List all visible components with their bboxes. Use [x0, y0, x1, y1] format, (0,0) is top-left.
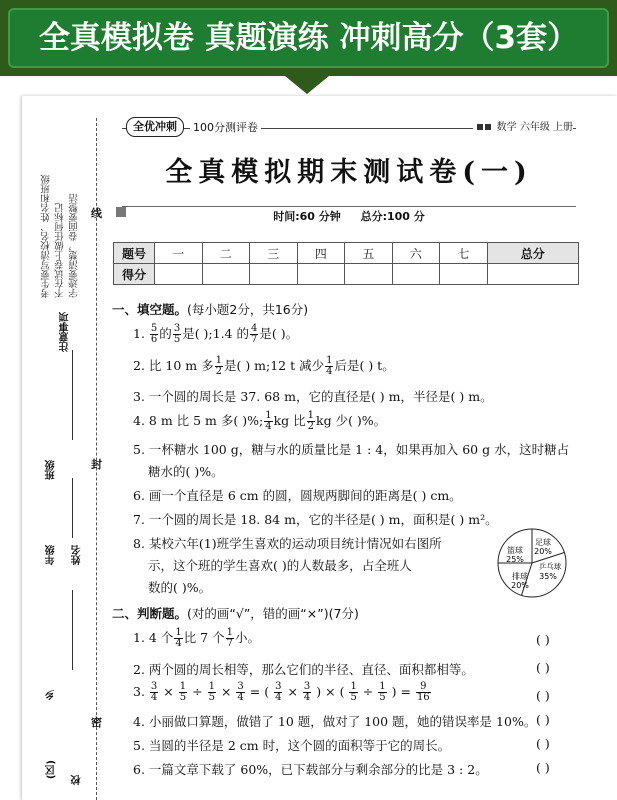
label-paiqiu: 排球 — [512, 572, 528, 581]
score-input-cell[interactable] — [345, 264, 393, 285]
question-2-3 — [133, 682, 432, 703]
bind-char-xian: 线 — [91, 207, 102, 220]
q-text: 的 — [159, 326, 172, 341]
q-text: 4. 8 m 比 5 m 多( )%; — [133, 413, 264, 428]
question-1-3: 3. 一个圆的周长是 37. 68 m，它的直径是( ) m，半径是( ) m。 — [133, 389, 493, 404]
question-2-2: 2. 两个圆的周长相等，那么它们的半径、直径、面积都相等。 — [133, 662, 474, 677]
answer-paren[interactable]: ( ) — [536, 712, 550, 727]
table-cell: 总分 — [487, 243, 578, 264]
q-text: 2. 比 10 m 多 — [133, 358, 214, 373]
table-cell: 得分 — [114, 264, 155, 285]
label-lanqiu: 篮球 — [507, 546, 523, 555]
fraction — [215, 356, 223, 377]
q-text: = ( — [249, 684, 270, 699]
table-cell: 三 — [250, 243, 298, 264]
brand — [126, 117, 261, 137]
denominator: 4 — [303, 692, 311, 703]
banner-arrow — [285, 76, 329, 94]
denominator: 5 — [350, 692, 357, 703]
table-cell: 四 — [297, 243, 345, 264]
banner-title: 全真模拟卷 真题演练 冲刺高分（3套） — [38, 20, 579, 56]
q-text: 是( ) m;12 t 减少 — [223, 358, 325, 373]
numerator: 1 — [226, 627, 233, 638]
denominator: 6 — [150, 334, 158, 345]
question-1-1 — [133, 324, 298, 345]
question-1-8-line3: 数的( )%。 — [148, 580, 212, 595]
section-title: 二、判断题。 — [112, 606, 188, 621]
denominator: 4 — [175, 638, 182, 649]
banner-panel — [8, 8, 609, 68]
answer-paren[interactable]: ( ) — [536, 736, 550, 751]
score-table-header-row — [114, 243, 579, 264]
fraction — [303, 682, 311, 703]
question-1-5-line2: 糖水的( )%。 — [148, 464, 224, 479]
question-1-8-line1: 8. 某校六年(1)班学生喜欢的运动项目统计情况如右图所 — [133, 536, 442, 551]
score-input-cell[interactable] — [202, 264, 250, 285]
question-2-5: 5. 当圆的半径是 2 cm 时，这个圆的面积等于它的周长。 — [133, 738, 451, 753]
grade-square-icon — [485, 124, 491, 130]
field-line-class — [72, 350, 73, 440]
score-input-cell[interactable] — [155, 264, 203, 285]
q-text: 比 7 个 — [183, 630, 225, 645]
numerator: 3 — [237, 681, 244, 692]
q-text: 1. 4 个 — [133, 630, 174, 645]
table-cell: 七 — [440, 243, 488, 264]
q-text: kg 比 — [273, 413, 306, 428]
label-paiqiu-pct: 20% — [511, 581, 529, 590]
denominator: 16 — [416, 692, 430, 703]
label-zuqiu: 足球 — [535, 538, 551, 547]
notice-body: 考生要写清校名、姓名和班级 不在试卷上做任何标记 字迹要清楚，卷面要整洁 — [41, 174, 80, 298]
numerator: 3 — [150, 681, 158, 692]
numerator: 1 — [265, 410, 272, 421]
name-label: 姓名 — [72, 545, 83, 565]
denominator: 4 — [237, 692, 244, 703]
notice-label: 注意事项 — [60, 312, 71, 352]
q-text: ) = — [391, 684, 411, 699]
numerator: 4 — [250, 323, 258, 334]
answer-paren[interactable]: ( ) — [536, 660, 550, 675]
fraction — [250, 324, 258, 345]
fraction — [173, 324, 181, 345]
section-note: (每小题2分，共16分) — [187, 302, 309, 317]
section-note: (对的画“√”，错的画“×”)(7分) — [187, 606, 359, 621]
field-line-name — [72, 478, 73, 538]
township-label: 乡 — [46, 690, 57, 700]
denominator: 4 — [150, 692, 158, 703]
denominator: 2 — [215, 366, 222, 377]
answer-paren[interactable]: ( ) — [536, 632, 550, 647]
denominator: 5 — [208, 692, 215, 703]
fraction — [349, 682, 357, 703]
table-cell: 一 — [155, 243, 203, 264]
table-cell: 六 — [392, 243, 440, 264]
score-input-cell[interactable] — [297, 264, 345, 285]
district-label: (区) — [46, 760, 57, 780]
q-text: kg 少( )%。 — [316, 413, 387, 428]
q-text: 是( );1.4 的 — [182, 326, 249, 341]
question-1-4 — [133, 411, 386, 432]
fraction — [150, 324, 158, 345]
score-input-cell[interactable] — [487, 264, 578, 285]
numerator: 5 — [150, 323, 158, 334]
question-1-2 — [133, 356, 395, 377]
numerator: 3 — [275, 681, 282, 692]
question-1-5-line1: 5. 一杯糖水 100 g，糖与水的质量比是 1 : 4，如果再加入 60 g 水，这时糖占 — [133, 442, 570, 457]
numerator: 1 — [175, 627, 182, 638]
grade-text: 数学 六年级 上册 — [496, 122, 573, 133]
fraction — [179, 682, 187, 703]
q-text: 小。 — [234, 630, 260, 645]
fraction — [307, 411, 315, 432]
q-text: ) × ( — [316, 684, 345, 699]
question-1-8-line2: 示，这个班的学生喜欢( )的人数最多，占全班人 — [148, 558, 412, 573]
fraction — [150, 682, 158, 703]
q-text: 后是( ) t。 — [334, 358, 395, 373]
question-2-4: 4. 小丽做口算题，做错了 10 题，做对了 100 题，她的错误率是 10%。 — [133, 714, 537, 729]
denominator: 4 — [265, 421, 272, 432]
question-2-6: 6. 一篇文章下载了 60%，已下载部分与剩余部分的比是 3 : 2。 — [133, 762, 488, 777]
numerator: 1 — [326, 355, 333, 366]
time-limit: 时间:60 分钟 — [273, 210, 341, 223]
grade-label: 年级 — [46, 545, 57, 565]
numerator: 1 — [208, 681, 215, 692]
denominator: 7 — [226, 638, 233, 649]
score-input-cell[interactable] — [440, 264, 488, 285]
time-score-info — [122, 208, 576, 224]
school-label: 校 — [72, 775, 83, 785]
notice-text — [40, 118, 95, 298]
sports-pie-chart — [496, 527, 568, 599]
numerator: 1 — [307, 410, 315, 421]
label-zuqiu-pct: 20% — [534, 547, 552, 556]
fraction — [236, 682, 244, 703]
denominator: 7 — [250, 334, 258, 345]
total-score: 总分:100 分 — [360, 210, 425, 223]
fraction — [416, 682, 431, 703]
fraction — [325, 356, 333, 377]
brand-subtitle: 100分测评卷 — [190, 119, 261, 135]
q-text: × — [163, 684, 174, 699]
fraction — [208, 682, 216, 703]
q-text: ÷ — [192, 684, 203, 699]
numerator: 9 — [416, 682, 431, 693]
brand-name: 全优冲刺 — [126, 117, 184, 137]
score-table — [113, 242, 579, 285]
score-table-score-row — [114, 264, 579, 285]
table-cell: 二 — [202, 243, 250, 264]
grade-square-icon — [477, 124, 483, 130]
fraction — [174, 628, 182, 649]
fraction — [378, 682, 386, 703]
bind-char-feng: 封 — [91, 458, 102, 471]
table-cell: 五 — [345, 243, 393, 264]
promo-banner — [0, 0, 617, 76]
fraction — [264, 411, 272, 432]
numerator: 1 — [350, 681, 357, 692]
section-title: 一、填空题。 — [112, 302, 188, 317]
numerator: 3 — [303, 681, 311, 692]
answer-paren[interactable]: ( ) — [536, 760, 550, 775]
denominator: 5 — [179, 692, 187, 703]
fraction — [274, 682, 282, 703]
answer-paren[interactable]: ( ) — [536, 688, 550, 703]
section-heading — [112, 604, 359, 622]
question-2-1 — [133, 628, 260, 649]
label-pingpang-pct: 35% — [539, 572, 557, 581]
q-text: 1. — [133, 326, 145, 341]
field-line-township — [72, 590, 73, 670]
denominator: 4 — [275, 692, 282, 703]
label-pingpang: 乒乓球 — [538, 562, 562, 571]
table-cell: 题号 — [114, 243, 155, 264]
exam-title: 全真模拟期末测试卷(一) — [165, 157, 533, 188]
denominator: 2 — [307, 421, 315, 432]
section-heading — [112, 300, 308, 318]
denominator: 4 — [326, 366, 333, 377]
grade-info — [473, 118, 573, 133]
question-1-7: 7. 一个圆的周长是 18. 84 m，它的半径是( ) m，面积是( ) m²。 — [133, 512, 498, 527]
q-text: ÷ — [362, 684, 374, 699]
numerator: 1 — [215, 355, 222, 366]
numerator: 1 — [379, 681, 386, 692]
score-input-cell[interactable] — [392, 264, 440, 285]
pie-svg — [496, 527, 568, 599]
numerator: 1 — [179, 681, 187, 692]
bind-char-mi: 密 — [91, 716, 102, 729]
denominator: 5 — [379, 692, 386, 703]
q-text: × — [287, 684, 298, 699]
q-text: 是( )。 — [259, 326, 299, 341]
question-1-6: 6. 画一个直径是 6 cm 的圆，圆规两脚间的距离是( ) cm。 — [133, 488, 462, 503]
label-lanqiu-pct: 25% — [506, 555, 524, 564]
numerator: 3 — [173, 323, 181, 334]
score-input-cell[interactable] — [250, 264, 298, 285]
fraction — [226, 628, 234, 649]
q-text: × — [220, 684, 232, 699]
denominator: 5 — [173, 334, 181, 345]
class-label: 班级 — [46, 460, 57, 480]
q-text: 3. — [133, 684, 145, 699]
